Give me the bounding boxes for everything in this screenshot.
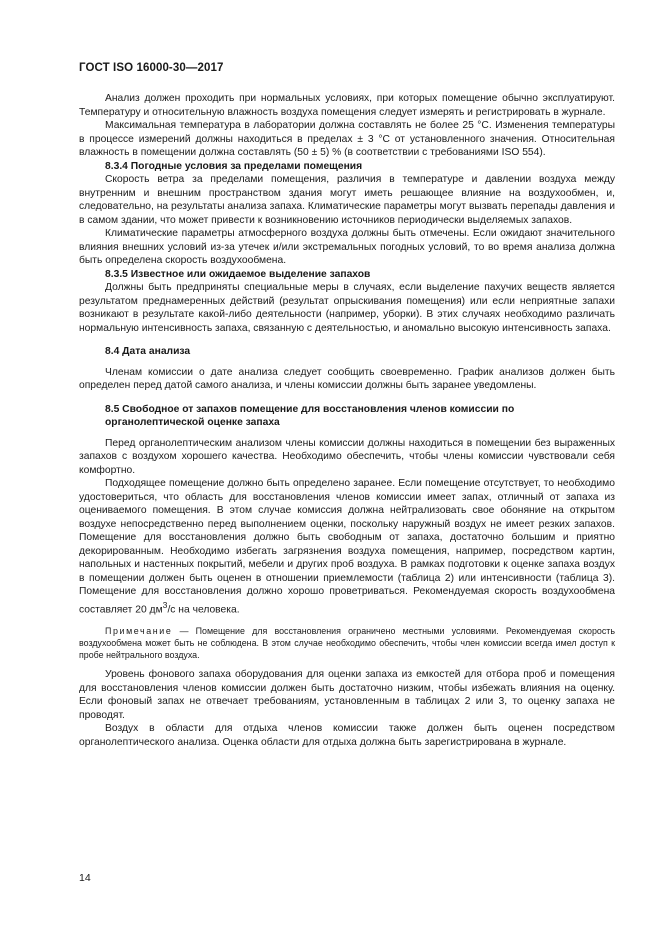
paragraph-before-analysis: Перед органолептическим анализом члены комиссии должны находиться в помещении без выраженных запахов с воздухом хорошего качества. Необходимо обеспечить, чтобы члены комиссии чувствовали себя комфортно. xyxy=(79,437,615,476)
section-heading-8-5: 8.5 Свободное от запахов помещение для восстановления членов комиссии по органолептической оценке запаха xyxy=(105,403,515,428)
paragraph-climate-parameters: Климатические параметры атмосферного воздуха должны быть отмечены. Если ожидают значительного влияния внешних условий из-за утечек и/или экстремальных погодных условий, то во время анализа должна быть определена скорость воздухообмена. xyxy=(79,228,615,266)
paragraph-wind-pressure: Скорость ветра за пределами помещения, различия в температуре и давлении воздуха между внутренним и внешним пространством здания могут иметь решающее влияние на воздухообмен, и, следовательно, на результаты анализа запаха. Климатические параметры могут вызвать перепады давления и в самом здании, что может привести к возникновению источников периодически выделяемых запахов. xyxy=(79,174,615,226)
note-text: — Помещение для восстановления ограничено местными условиями. Рекомендуемая скорость воздухообмена может быть не соблюдена. В этом случае необходимо обеспечить, чтобы член комиссии всегда имел доступ к пробе нейтрального воздуха. xyxy=(79,626,615,661)
recovery-room-text: Подходящее помещение должно быть определено заранее. Если помещение отсутствует, то необходимо удостовериться, что область для восстановления членов комиссии имеет запах, отличный от запаха из оцениваемого помещения. В этом случае комиссия должна нейтрализовать свое обоняние на открытом воздухе непосредственно перед выполнением оценки, поскольку наружный воздух не имеет резких запахов. Помещение для восстановления должно быть свободным от запаха, достаточно большим и приятно декорированным. Необходимо избегать загрязнения воздуха помещения, например, посредством картин, напольных и настенных покрытий, мебели и других проб воздуха. В рамках подготовки к оценке запаха воздух в помещении должен быть оценен в отношении приемлемости (таблица 2) или интенсивности (таблица 3). Помещение для восстановления должно хорошо проветриваться. Рекомендуемая скорость воздухообмена составляет 20 дм xyxy=(79,478,615,615)
page-number: 14 xyxy=(79,872,91,884)
recovery-room-text-end: /с на человека. xyxy=(167,603,240,615)
paragraph-recovery-room xyxy=(79,477,615,616)
superscript-3: 3 xyxy=(162,599,168,610)
note xyxy=(79,625,615,661)
paragraph-background-odor: Уровень фонового запаха оборудования для оценки запаха из емкостей для отбора проб и помещения для восстановления членов комиссии должен быть достаточно низким, чтобы избежать влияния на оценку. Если фоновый запах не отвечает требованиям, установленным в таблицах 2 или 3, то оценку запаха не проводят. xyxy=(79,669,615,721)
section-heading-8-3-5: 8.3.5 Известное или ожидаемое выделение запахов xyxy=(105,268,371,280)
paragraph-odor-emission: Должны быть предприняты специальные меры в случаях, если выделение пахучих веществ является результатом преднамеренных действий (результат опрыскивания помещения) или если неприятные запахи возникают в результате какой-либо деятельности (например, уборки). В этих случаях необходимо различать нормальную интенсивность запаха, связанную с деятельностью, и аномально высокую интенсивность запаха. xyxy=(79,282,615,334)
section-heading-8-3-4: 8.3.4 Погодные условия за пределами помещения xyxy=(105,160,363,172)
section-heading-8-4: 8.4 Дата анализа xyxy=(105,346,191,357)
document-header: ГОСТ ISO 16000-30—2017 xyxy=(79,62,224,74)
paragraph-analysis-date: Членам комиссии о дате анализа следует сообщить своевременно. График анализов должен быть определен перед датой самого анализа, и члены комиссии должны быть заранее уведомлены. xyxy=(79,366,615,391)
paragraph-temperature-humidity: Максимальная температура в лаборатории должна составлять не более 25 °C. Изменения температуры в процессе измерений должны находиться в пределах ± 3 °C от установленного значения. Относительная влажность в помещении должна составлять (50 ± 5) % (в соответствии с требованиями ISO 554). xyxy=(79,120,615,158)
paragraph-analysis-conditions: Анализ должен проходить при нормальных условиях, при которых помещение обычно эксплуатируют. Температуру и относительную влажность воздуха помещения следует измерять и регистрировать в журнале. xyxy=(79,93,615,118)
paragraph-rest-area: Воздух в области для отдыха членов комиссии также должен быть оценен посредством органолептического анализа. Оценка области для отдыха должна быть зарегистрирована в журнале. xyxy=(79,723,615,748)
note-label: Примечание xyxy=(105,626,173,637)
document-body xyxy=(79,92,615,749)
